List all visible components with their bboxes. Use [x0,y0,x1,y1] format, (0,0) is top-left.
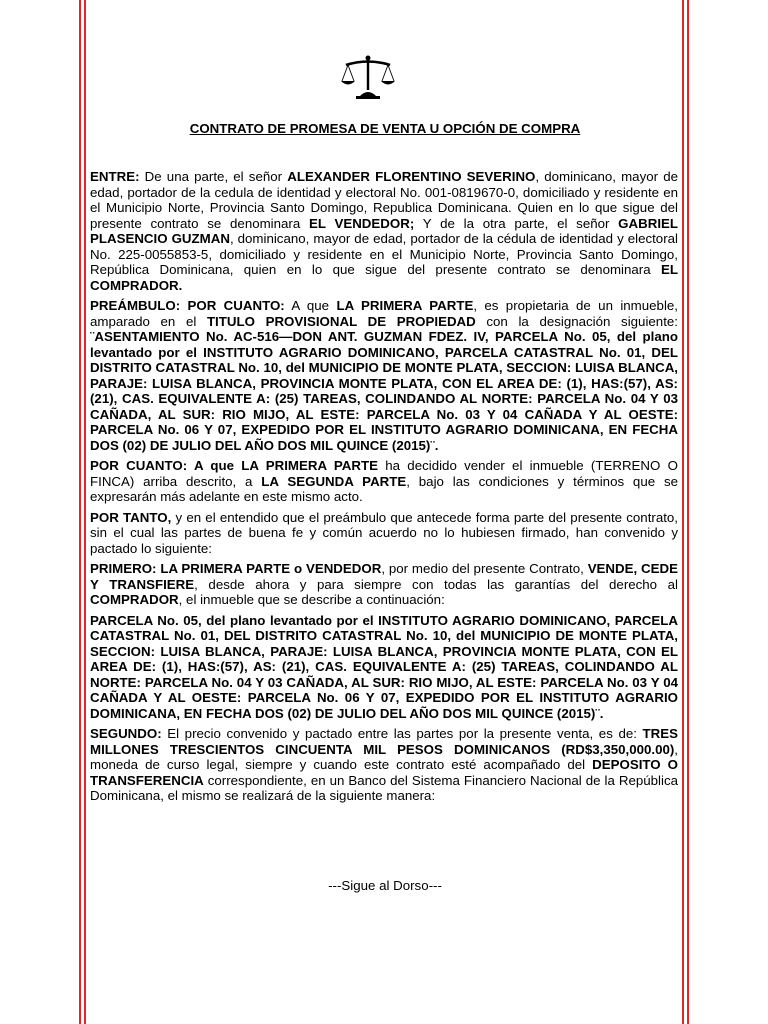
paragraph-primero [90,561,678,608]
text-run: con la designación siguiente: [475,313,678,329]
text-run: ha decidido vender el inmueble (TERRENO O FINCA) arriba descrito, a [90,458,678,489]
text-run: , dominicano, mayor de edad, portador de la cédula de identidad y electoral No. 225-0055853-5, domiciliado y residente en el Municipio Norte, Provincia Santo Domingo, República Dominicana, quien en lo que sigue del presente contrato se denominara [90,231,678,277]
bold-text-run: DEPOSITO O TRANSFERENCIA [90,757,678,788]
scales-of-justice-icon [340,54,396,100]
text-run: , dominicano, mayor de edad, portador de la cedula de identidad y electoral No. 001-0819670-0, domiciliado y residente en el Municipio Norte, Provincia Santo Domingo, Republica Dominicana. Quien en lo que sigue del presente contrato se denominara [90,169,678,231]
text-run: , por medio del presente Contrato, [381,561,588,576]
bold-text-run: POR CUANTO: A que LA PRIMERA PARTE [90,458,378,473]
paragraph-preambulo [90,298,678,453]
text-run: , moneda de curso legal, siempre y cuando este contrato esté acompañado del [90,741,678,772]
bold-text-run: EL VENDEDOR; [308,215,415,231]
text-run: , es propietaria de un inmueble, amparado en el [90,298,678,329]
document-title: CONTRATO DE PROMESA DE VENTA U OPCIÓN DE COMPRA [189,121,581,136]
paragraph-segundo [90,726,678,804]
bold-text-run: POR TANTO, [90,509,172,525]
paragraph-por-tanto [90,510,678,557]
text-run: Y de la otra parte, el señor [414,215,619,231]
bold-text-run: VENDE, CEDE Y TRANSFIERE [90,561,678,592]
margin-rule-right-inner [682,0,684,1024]
margin-rule-left-inner [84,0,86,1024]
bold-text-run: PREÁMBULO: POR CUANTO: [90,298,285,313]
bold-text-run: TRES MILLONES TRESCIENTOS CINCUENTA MIL PESOS DOMINICANOS (RD$3,350,000.00) [90,726,678,757]
bold-text-run: LA PRIMERA PARTE [336,298,474,313]
text-run: El precio convenido y pactado entre las partes por la presente venta, es de: [161,726,643,741]
bold-text-run: EL COMPRADOR. [90,262,678,293]
text-run: , el inmueble que se describe a continuación: [178,592,445,607]
bold-text-run: ALEXANDER FLORENTINO SEVERINO [287,169,536,184]
bold-text-run: ENTRE: [90,169,140,184]
contract-body [90,169,678,809]
text-run: correspondiente, en un Banco del Sistema Financiero Nacional de la República Dominicana, el mismo se realizará de la siguiente manera: [90,772,678,803]
bold-text-run: TITULO PROVISIONAL DE PROPIEDAD [206,313,476,329]
text-run: , desde ahora y para siempre con todas las garantías del derecho al [194,576,678,592]
text-run: De una parte, el señor [139,169,288,184]
bold-text-run: SEGUNDO: [90,726,162,741]
bold-text-run: COMPRADOR [90,592,179,607]
bold-text-run: GABRIEL PLASENCIO GUZMAN [90,215,679,246]
bold-text-run: LA SEGUNDA PARTE [261,473,407,489]
margin-rule-left-outer [79,0,81,1024]
continued-overleaf-note: ---Sigue al Dorso--- [328,878,442,893]
text-run: A que [284,298,337,313]
bold-text-run: PRIMERO: [90,561,157,576]
bold-text-run: ¨ASENTAMIENTO No. AC-516—DON ANT. GUZMAN FDEZ. IV, PARCELA No. 05, del plano levantado por el INSTITUTO AGRARIO DOMINICANO, PARCELA CATASTRAL No. 01, DEL DISTRITO CATASTRAL No. 10, del MUNICIPIO DE MONTE PLATA, SECCION: LUISA BLANCA, PARAJE: LUISA BLANCA, PROVINCIA MONTE PLATA, CON EL AREA DE: (1), HAS:(57), AS: (21), CAS. EQUIVALENTE A: (25) TAREAS, COLINDANDO AL NORTE: PARCELA No. 04 Y 03 CAÑADA, AL SUR: RIO MIJO, AL ESTE: PARCELA No. 03 Y 04 CAÑADA Y AL OESTE: PARCELA No. 06 Y 07, EXPEDIDO POR EL INSTITUTO AGRARIO DOMINICANA, EN FECHA DOS (02) DE JULIO DEL AÑO DOS MIL QUINCE (2015)¨. [90,329,678,453]
paragraph-parcela-description [90,613,678,722]
text-run: , bajo las condiciones y términos que se expresarán más adelante en este mismo acto. [90,473,678,504]
paragraph-por-cuanto [90,458,678,505]
bold-text-run: LA PRIMERA PARTE o VENDEDOR [160,561,382,576]
paragraph-entre [90,169,678,293]
margin-rule-right-outer [687,0,689,1024]
bold-text-run: PARCELA No. 05, del plano levantado por el INSTITUTO AGRARIO DOMINICANO, PARCELA CATASTRAL No. 01, DEL DISTRITO CATASTRAL No. 10, del MUNICIPIO DE MONTE PLATA, SECCION: LUISA BLANCA, PARAJE: LUISA BLANCA, PROVINCIA MONTE PLATA, CON EL AREA DE: (1), HAS:(57), AS: (21), CAS. EQUIVALENTE A: (25) TAREAS, COLINDANDO AL NORTE: PARCELA No. 04 Y 03 CAÑADA, AL SUR: RIO MIJO, AL ESTE: PARCELA No. 03 Y 04 CAÑADA Y AL OESTE: PARCELA No. 06 Y 07, EXPEDIDO POR EL INSTITUTO AGRARIO DOMINICANA, EN FECHA DOS (02) DE JULIO DEL AÑO DOS MIL QUINCE (2015)¨. [90,612,678,721]
text-run: y en el entendido que el preámbulo que antecede forma parte del presente contrato, sin el cual las partes de buena fe y común acuerdo no lo hubiesen firmado, han convenido y pactado lo siguiente: [90,509,678,556]
